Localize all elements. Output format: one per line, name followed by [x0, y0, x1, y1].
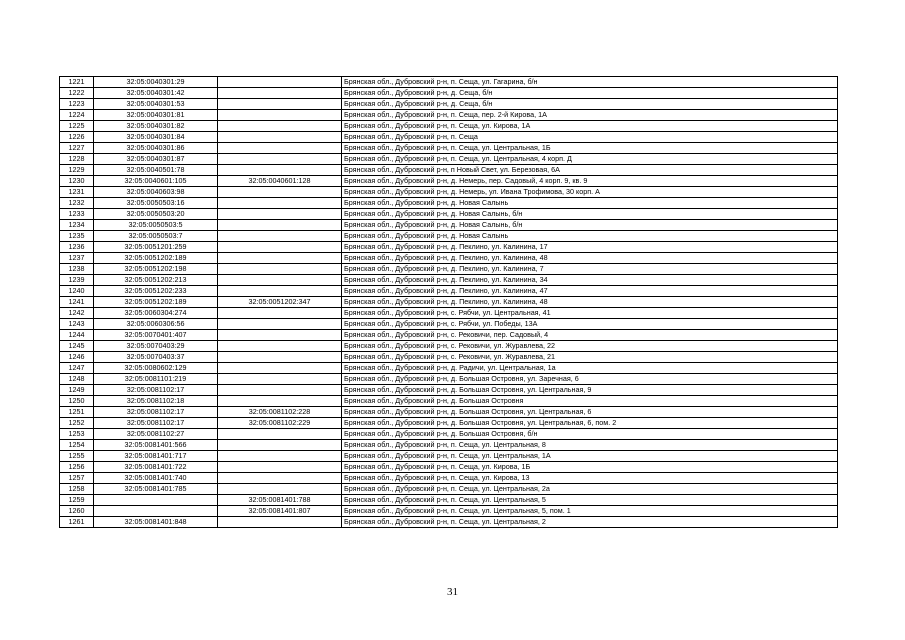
cadastral-number: 32:05:0051202:189 — [94, 297, 218, 308]
cadastral-number: 32:05:0050503:7 — [94, 231, 218, 242]
related-cadastral-number — [218, 374, 342, 385]
related-cadastral-number — [218, 462, 342, 473]
page-number: 31 — [447, 586, 458, 598]
related-cadastral-number — [218, 253, 342, 264]
table-row — [60, 275, 838, 286]
cadastral-number: 32:05:0060306:56 — [94, 319, 218, 330]
address: Брянская обл., Дубровский р-н, д. Большая Островня, ул. Центральная, 6, пом. 2 — [342, 418, 838, 429]
row-number: 1244 — [60, 330, 94, 341]
row-number: 1234 — [60, 220, 94, 231]
cadastral-number: 32:05:0040301:87 — [94, 154, 218, 165]
row-number: 1229 — [60, 165, 94, 176]
related-cadastral-number: 32:05:0040601:128 — [218, 176, 342, 187]
table-row — [60, 363, 838, 374]
address: Брянская обл., Дубровский р-н, д. Немерь, пер. Садовый, 4 корп. 9, кв. 9 — [342, 176, 838, 187]
cadastral-number: 32:05:0040301:81 — [94, 110, 218, 121]
cadastral-number: 32:05:0040603:98 — [94, 187, 218, 198]
row-number: 1235 — [60, 231, 94, 242]
row-number: 1231 — [60, 187, 94, 198]
row-number: 1256 — [60, 462, 94, 473]
address: Брянская обл., Дубровский р-н, п. Сеща, ул. Центральная, 1Б — [342, 143, 838, 154]
cadastral-number: 32:05:0081401:740 — [94, 473, 218, 484]
cadastral-number: 32:05:0050503:20 — [94, 209, 218, 220]
table-row — [60, 264, 838, 275]
table-row — [60, 286, 838, 297]
address: Брянская обл., Дубровский р-н, п. Сеща, ул. Центральная, 4 корп. Д — [342, 154, 838, 165]
row-number: 1239 — [60, 275, 94, 286]
cadastral-number: 32:05:0081102:27 — [94, 429, 218, 440]
table-row — [60, 484, 838, 495]
row-number: 1241 — [60, 297, 94, 308]
cadastral-number: 32:05:0050503:5 — [94, 220, 218, 231]
row-number: 1245 — [60, 341, 94, 352]
cadastral-number: 32:05:0081401:722 — [94, 462, 218, 473]
table-row — [60, 231, 838, 242]
row-number: 1243 — [60, 319, 94, 330]
address: Брянская обл., Дубровский р-н, д. Пеклино, ул. Калинина, 48 — [342, 253, 838, 264]
address: Брянская обл., Дубровский р-н, д. Большая Островня, б/н — [342, 429, 838, 440]
address: Брянская обл., Дубровский р-н, с. Рековичи, ул. Журавлева, 22 — [342, 341, 838, 352]
address: Брянская обл., Дубровский р-н, д. Пеклино, ул. Калинина, 17 — [342, 242, 838, 253]
table-row — [60, 187, 838, 198]
cadastral-number: 32:05:0070403:29 — [94, 341, 218, 352]
row-number: 1246 — [60, 352, 94, 363]
address: Брянская обл., Дубровский р-н, д. Немерь, ул. Ивана Трофимова, 30 корп. А — [342, 187, 838, 198]
cadastral-number: 32:05:0051202:213 — [94, 275, 218, 286]
related-cadastral-number — [218, 77, 342, 88]
address: Брянская обл., Дубровский р-н, п. Сеща, ул. Центральная, 2а — [342, 484, 838, 495]
related-cadastral-number — [218, 319, 342, 330]
related-cadastral-number — [218, 385, 342, 396]
table-row — [60, 385, 838, 396]
cadastral-number: 32:05:0051202:233 — [94, 286, 218, 297]
cadastral-number: 32:05:0081102:17 — [94, 418, 218, 429]
row-number: 1226 — [60, 132, 94, 143]
address: Брянская обл., Дубровский р-н, п. Сеща, ул. Центральная, 5 — [342, 495, 838, 506]
table-row — [60, 462, 838, 473]
cadastral-number: 32:05:0070403:37 — [94, 352, 218, 363]
related-cadastral-number — [218, 308, 342, 319]
table-row — [60, 242, 838, 253]
table-row — [60, 495, 838, 506]
related-cadastral-number — [218, 99, 342, 110]
related-cadastral-number: 32:05:0081401:788 — [218, 495, 342, 506]
address: Брянская обл., Дубровский р-н, п. Сеща, пер. 2-й Кирова, 1А — [342, 110, 838, 121]
related-cadastral-number — [218, 143, 342, 154]
related-cadastral-number — [218, 517, 342, 528]
registry-table-body — [60, 77, 838, 528]
address: Брянская обл., Дубровский р-н, д. Новая Салынь, б/н — [342, 220, 838, 231]
cadastral-number: 32:05:0040301:82 — [94, 121, 218, 132]
table-row — [60, 341, 838, 352]
row-number: 1255 — [60, 451, 94, 462]
row-number: 1252 — [60, 418, 94, 429]
related-cadastral-number — [218, 451, 342, 462]
related-cadastral-number — [218, 396, 342, 407]
cadastral-number: 32:05:0050503:16 — [94, 198, 218, 209]
cadastral-number: 32:05:0081401:848 — [94, 517, 218, 528]
table-row — [60, 429, 838, 440]
table-row — [60, 319, 838, 330]
address: Брянская обл., Дубровский р-н, д. Большая Островня, ул. Заречная, 6 — [342, 374, 838, 385]
table-row — [60, 132, 838, 143]
table-row — [60, 209, 838, 220]
table-row — [60, 77, 838, 88]
row-number: 1221 — [60, 77, 94, 88]
row-number: 1253 — [60, 429, 94, 440]
table-row — [60, 407, 838, 418]
row-number: 1230 — [60, 176, 94, 187]
address: Брянская обл., Дубровский р-н, п. Сеща, ул. Центральная, 1А — [342, 451, 838, 462]
related-cadastral-number — [218, 110, 342, 121]
address: Брянская обл., Дубровский р-н, п. Сеща, ул. Центральная, 2 — [342, 517, 838, 528]
table-row — [60, 220, 838, 231]
address: Брянская обл., Дубровский р-н, с. Рековичи, ул. Журавлева, 21 — [342, 352, 838, 363]
table-row — [60, 253, 838, 264]
row-number: 1242 — [60, 308, 94, 319]
table-row — [60, 143, 838, 154]
related-cadastral-number — [218, 275, 342, 286]
table-row — [60, 374, 838, 385]
cadastral-number — [94, 495, 218, 506]
cadastral-number: 32:05:0081401:566 — [94, 440, 218, 451]
address: Брянская обл., Дубровский р-н, д. Большая Островня — [342, 396, 838, 407]
related-cadastral-number: 32:05:0081102:229 — [218, 418, 342, 429]
related-cadastral-number — [218, 363, 342, 374]
address: Брянская обл., Дубровский р-н, с. Рябчи, ул. Победы, 13А — [342, 319, 838, 330]
address: Брянская обл., Дубровский р-н, д. Пеклино, ул. Калинина, 48 — [342, 297, 838, 308]
row-number: 1227 — [60, 143, 94, 154]
row-number: 1247 — [60, 363, 94, 374]
cadastral-number: 32:05:0081102:17 — [94, 385, 218, 396]
row-number: 1257 — [60, 473, 94, 484]
row-number: 1251 — [60, 407, 94, 418]
address: Брянская обл., Дубровский р-н, п. Сеща — [342, 132, 838, 143]
cadastral-number: 32:05:0070401:407 — [94, 330, 218, 341]
related-cadastral-number — [218, 121, 342, 132]
cadastral-number: 32:05:0040301:53 — [94, 99, 218, 110]
address: Брянская обл., Дубровский р-н, д. Сеща, б/н — [342, 88, 838, 99]
address: Брянская обл., Дубровский р-н, п. Сеща, ул. Центральная, 5, пом. 1 — [342, 506, 838, 517]
related-cadastral-number — [218, 341, 342, 352]
row-number: 1254 — [60, 440, 94, 451]
address: Брянская обл., Дубровский р-н, д. Большая Островня, ул. Центральная, 6 — [342, 407, 838, 418]
cadastral-number: 32:05:0081102:18 — [94, 396, 218, 407]
related-cadastral-number — [218, 440, 342, 451]
row-number: 1249 — [60, 385, 94, 396]
address: Брянская обл., Дубровский р-н, п Новый Свет, ул. Березовая, 6А — [342, 165, 838, 176]
table-row — [60, 330, 838, 341]
address: Брянская обл., Дубровский р-н, д. Пеклино, ул. Калинина, 34 — [342, 275, 838, 286]
related-cadastral-number: 32:05:0081102:228 — [218, 407, 342, 418]
cadastral-number: 32:05:0040301:84 — [94, 132, 218, 143]
cadastral-number: 32:05:0040601:105 — [94, 176, 218, 187]
row-number: 1237 — [60, 253, 94, 264]
row-number: 1261 — [60, 517, 94, 528]
related-cadastral-number — [218, 220, 342, 231]
cadastral-number: 32:05:0040501:78 — [94, 165, 218, 176]
cadastral-number: 32:05:0081401:785 — [94, 484, 218, 495]
cadastral-number: 32:05:0051201:259 — [94, 242, 218, 253]
row-number: 1240 — [60, 286, 94, 297]
table-row — [60, 198, 838, 209]
related-cadastral-number — [218, 429, 342, 440]
table-row — [60, 308, 838, 319]
related-cadastral-number — [218, 132, 342, 143]
cadastral-number: 32:05:0081102:17 — [94, 407, 218, 418]
table-row — [60, 517, 838, 528]
table-row — [60, 121, 838, 132]
cadastral-number: 32:05:0040301:29 — [94, 77, 218, 88]
address: Брянская обл., Дубровский р-н, п. Сеща, ул. Кирова, 1А — [342, 121, 838, 132]
address: Брянская обл., Дубровский р-н, п. Сеща, ул. Кирова, 1Б — [342, 462, 838, 473]
address: Брянская обл., Дубровский р-н, с. Рябчи, ул. Центральная, 41 — [342, 308, 838, 319]
address: Брянская обл., Дубровский р-н, д. Новая Салынь — [342, 198, 838, 209]
table-row — [60, 473, 838, 484]
table-row — [60, 88, 838, 99]
row-number: 1233 — [60, 209, 94, 220]
address: Брянская обл., Дубровский р-н, д. Пеклино, ул. Калинина, 47 — [342, 286, 838, 297]
related-cadastral-number: 32:05:0051202:347 — [218, 297, 342, 308]
address: Брянская обл., Дубровский р-н, д. Радичи, ул. Центральная, 1а — [342, 363, 838, 374]
related-cadastral-number — [218, 473, 342, 484]
table-row — [60, 506, 838, 517]
table-row — [60, 110, 838, 121]
registry-table — [59, 76, 838, 528]
row-number: 1232 — [60, 198, 94, 209]
row-number: 1259 — [60, 495, 94, 506]
cadastral-number: 32:05:0051202:189 — [94, 253, 218, 264]
table-row — [60, 154, 838, 165]
related-cadastral-number — [218, 165, 342, 176]
related-cadastral-number — [218, 242, 342, 253]
related-cadastral-number: 32:05:0081401:807 — [218, 506, 342, 517]
address: Брянская обл., Дубровский р-н, д. Новая Салынь, б/н — [342, 209, 838, 220]
address: Брянская обл., Дубровский р-н, п. Сеща, ул. Кирова, 13 — [342, 473, 838, 484]
row-number: 1224 — [60, 110, 94, 121]
address: Брянская обл., Дубровский р-н, д. Пеклино, ул. Калинина, 7 — [342, 264, 838, 275]
row-number: 1248 — [60, 374, 94, 385]
table-row — [60, 451, 838, 462]
address: Брянская обл., Дубровский р-н, п. Сеща, ул. Гагарина, б/н — [342, 77, 838, 88]
address: Брянская обл., Дубровский р-н, д. Новая Салынь — [342, 231, 838, 242]
row-number: 1222 — [60, 88, 94, 99]
related-cadastral-number — [218, 231, 342, 242]
related-cadastral-number — [218, 286, 342, 297]
related-cadastral-number — [218, 154, 342, 165]
table-row — [60, 396, 838, 407]
table-row — [60, 352, 838, 363]
address: Брянская обл., Дубровский р-н, д. Большая Островня, ул. Центральная, 9 — [342, 385, 838, 396]
row-number: 1223 — [60, 99, 94, 110]
cadastral-number — [94, 506, 218, 517]
cadastral-number: 32:05:0081101:219 — [94, 374, 218, 385]
related-cadastral-number — [218, 330, 342, 341]
cadastral-number: 32:05:0060304:274 — [94, 308, 218, 319]
cadastral-number: 32:05:0040301:86 — [94, 143, 218, 154]
row-number: 1236 — [60, 242, 94, 253]
related-cadastral-number — [218, 352, 342, 363]
cadastral-number: 32:05:0080602:129 — [94, 363, 218, 374]
address: Брянская обл., Дубровский р-н, д. Сеща, б/н — [342, 99, 838, 110]
table-row — [60, 99, 838, 110]
related-cadastral-number — [218, 264, 342, 275]
table-row — [60, 440, 838, 451]
related-cadastral-number — [218, 209, 342, 220]
row-number: 1260 — [60, 506, 94, 517]
table-row — [60, 297, 838, 308]
table-row — [60, 176, 838, 187]
related-cadastral-number — [218, 187, 342, 198]
table-row — [60, 165, 838, 176]
address: Брянская обл., Дубровский р-н, п. Сеща, ул. Центральная, 8 — [342, 440, 838, 451]
row-number: 1250 — [60, 396, 94, 407]
related-cadastral-number — [218, 198, 342, 209]
related-cadastral-number — [218, 484, 342, 495]
row-number: 1228 — [60, 154, 94, 165]
cadastral-number: 32:05:0051202:198 — [94, 264, 218, 275]
table-row — [60, 418, 838, 429]
row-number: 1238 — [60, 264, 94, 275]
row-number: 1258 — [60, 484, 94, 495]
related-cadastral-number — [218, 88, 342, 99]
row-number: 1225 — [60, 121, 94, 132]
cadastral-number: 32:05:0040301:42 — [94, 88, 218, 99]
address: Брянская обл., Дубровский р-н, с. Рековичи, пер. Садовый, 4 — [342, 330, 838, 341]
cadastral-number: 32:05:0081401:717 — [94, 451, 218, 462]
